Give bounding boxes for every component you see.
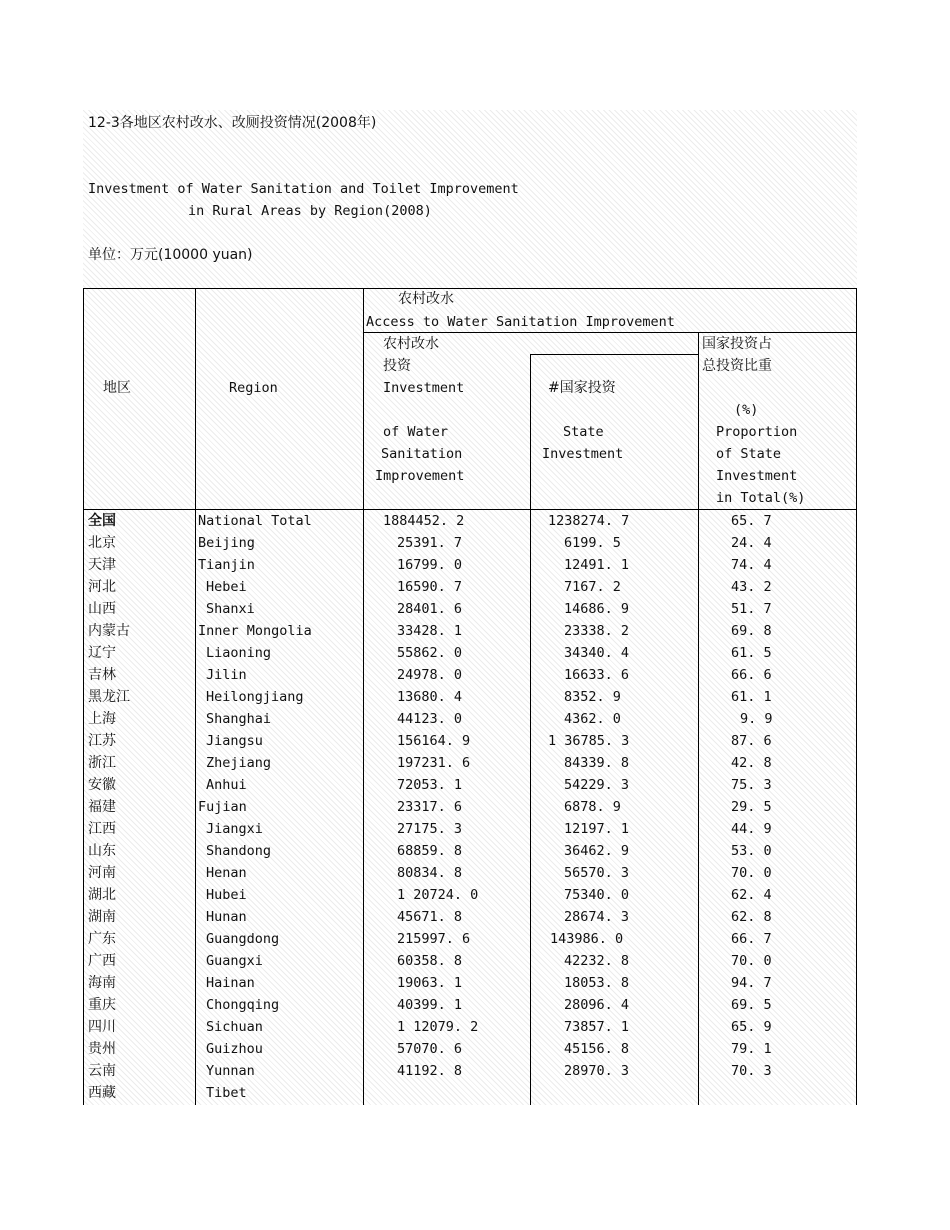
proportion-cell: 69. 8: [731, 623, 772, 639]
proportion-cell: 61. 1: [731, 689, 772, 705]
investment-cell: 19063. 1: [397, 975, 463, 991]
proportion-cell: 70. 0: [731, 953, 772, 969]
investment-cell: 33428. 1: [397, 623, 463, 639]
table-row: [0, 532, 950, 554]
region-en-cell: Fujian: [198, 799, 247, 815]
investment-cell: 72053. 1: [397, 777, 463, 793]
proportion-cell: 51. 7: [731, 601, 772, 617]
table-row: [0, 1038, 950, 1060]
header-region-en: Region: [229, 380, 278, 396]
investment-cell: 23317. 6: [397, 799, 463, 815]
investment-cell: 197231. 6: [397, 755, 471, 771]
state-investment-cell: 143986. 0: [550, 931, 624, 947]
table-row: [0, 862, 950, 884]
investment-cell: 25391. 7: [397, 535, 463, 551]
proportion-cell: 42. 8: [731, 755, 772, 771]
region-en-cell: Shanxi: [206, 601, 255, 617]
proportion-cell: 43. 2: [731, 579, 772, 595]
state-investment-cell: 4362. 0: [564, 711, 621, 727]
state-investment-cell: 12197. 1: [564, 821, 630, 837]
region-zh-cell: 上海: [88, 711, 116, 727]
table-row: [0, 1082, 950, 1104]
investment-cell: 1884452. 2: [383, 513, 465, 529]
state-investment-cell: 73857. 1: [564, 1019, 630, 1035]
region-zh-cell: 重庆: [88, 997, 116, 1013]
table-row: [0, 576, 950, 598]
state-investment-cell: 16633. 6: [564, 667, 630, 683]
investment-cell: 28401. 6: [397, 601, 463, 617]
region-en-cell: Chongqing: [206, 997, 280, 1013]
investment-cell: 44123. 0: [397, 711, 463, 727]
region-en-cell: Sichuan: [206, 1019, 263, 1035]
header-proportion-en-4: in Total(%): [716, 490, 806, 506]
table-row: [0, 818, 950, 840]
title-en-line1: Investment of Water Sanitation and Toilet Improvement: [88, 181, 519, 197]
header-state-zh: #国家投资: [548, 380, 616, 396]
region-zh-cell: 北京: [88, 535, 116, 551]
region-zh-cell: 安徽: [88, 777, 116, 793]
table-row: [0, 796, 950, 818]
header-investment-zh-2: 投资: [383, 358, 411, 374]
region-zh-cell: 辽宁: [88, 645, 116, 661]
header-region-zh: 地区: [103, 380, 131, 396]
proportion-cell: 62. 8: [731, 909, 772, 925]
region-en-cell: Zhejiang: [206, 755, 272, 771]
region-zh-cell: 广东: [88, 931, 116, 947]
region-en-cell: Liaoning: [206, 645, 272, 661]
investment-cell: 24978. 0: [397, 667, 463, 683]
region-zh-cell: 吉林: [88, 667, 116, 683]
header-state-en-2: Investment: [542, 446, 624, 462]
state-investment-cell: 42232. 8: [564, 953, 630, 969]
region-zh-cell: 浙江: [88, 755, 116, 771]
region-zh-cell: 江西: [88, 821, 116, 837]
proportion-cell: 44. 9: [731, 821, 772, 837]
investment-cell: 13680. 4: [397, 689, 463, 705]
header-group-en: Access to Water Sanitation Improvement: [366, 314, 675, 330]
region-zh-cell: 云南: [88, 1063, 116, 1079]
table-row: [0, 840, 950, 862]
proportion-cell: 9. 9: [740, 711, 773, 727]
proportion-cell: 87. 6: [731, 733, 772, 749]
table-row: [0, 994, 950, 1016]
proportion-cell: 94. 7: [731, 975, 772, 991]
header-proportion-en-2: of State: [716, 446, 782, 462]
table-row: [0, 510, 950, 532]
table-top-border: [83, 288, 857, 289]
investment-cell: 1 12079. 2: [397, 1019, 479, 1035]
state-investment-cell: 1 36785. 3: [548, 733, 630, 749]
state-investment-cell: 6199. 5: [564, 535, 621, 551]
investment-cell: 68859. 8: [397, 843, 463, 859]
investment-cell: 57070. 6: [397, 1041, 463, 1057]
region-en-cell: Hunan: [206, 909, 247, 925]
header-group-zh: 农村改水: [398, 291, 454, 307]
state-investment-cell: 28970. 3: [564, 1063, 630, 1079]
header-investment-en-1: Investment: [383, 380, 465, 396]
state-investment-cell: 23338. 2: [564, 623, 630, 639]
region-en-cell: Inner Mongolia: [198, 623, 312, 639]
region-en-cell: Guizhou: [206, 1041, 263, 1057]
region-en-cell: Jilin: [206, 667, 247, 683]
header-proportion-zh-1: 国家投资占: [702, 336, 772, 352]
table-row: [0, 906, 950, 928]
proportion-cell: 75. 3: [731, 777, 772, 793]
header-investment-zh-1: 农村改水: [383, 336, 439, 352]
state-investment-cell: 8352. 9: [564, 689, 621, 705]
state-investment-cell: 84339. 8: [564, 755, 630, 771]
header-proportion-pct: (%): [734, 402, 759, 418]
proportion-cell: 61. 5: [731, 645, 772, 661]
region-zh-cell: 湖南: [88, 909, 116, 925]
region-en-cell: Guangdong: [206, 931, 280, 947]
table-row: [0, 642, 950, 664]
state-investment-cell: 1238274. 7: [548, 513, 630, 529]
region-zh-cell: 河北: [88, 579, 116, 595]
proportion-cell: 66. 6: [731, 667, 772, 683]
investment-cell: 16799. 0: [397, 557, 463, 573]
region-en-cell: Tibet: [206, 1085, 247, 1101]
state-investment-cell: 12491. 1: [564, 557, 630, 573]
title-en-line2: in Rural Areas by Region(2008): [188, 203, 432, 219]
table-row: [0, 730, 950, 752]
state-investment-cell: 6878. 9: [564, 799, 621, 815]
state-investment-cell: 54229. 3: [564, 777, 630, 793]
region-zh-cell: 四川: [88, 1019, 116, 1035]
region-en-cell: Jiangsu: [206, 733, 263, 749]
region-en-cell: Hubei: [206, 887, 247, 903]
header-state-en-1: State: [563, 424, 604, 440]
state-investment-cell: 14686. 9: [564, 601, 630, 617]
proportion-cell: 62. 4: [731, 887, 772, 903]
state-investment-cell: 56570. 3: [564, 865, 630, 881]
investment-cell: 60358. 8: [397, 953, 463, 969]
region-zh-cell: 湖北: [88, 887, 116, 903]
region-zh-cell: 内蒙古: [88, 623, 130, 639]
region-zh-cell: 河南: [88, 865, 116, 881]
proportion-cell: 70. 3: [731, 1063, 772, 1079]
proportion-cell: 74. 4: [731, 557, 772, 573]
region-en-cell: Shandong: [206, 843, 272, 859]
region-en-cell: Heilongjiang: [206, 689, 304, 705]
proportion-cell: 70. 0: [731, 865, 772, 881]
table-row: [0, 1060, 950, 1082]
region-zh-cell: 山东: [88, 843, 116, 859]
investment-cell: 27175. 3: [397, 821, 463, 837]
region-en-cell: Henan: [206, 865, 247, 881]
region-zh-cell: 福建: [88, 799, 116, 815]
table-row: [0, 598, 950, 620]
state-investment-cell: 7167. 2: [564, 579, 621, 595]
table-row: [0, 884, 950, 906]
state-investment-cell: 36462. 9: [564, 843, 630, 859]
region-en-cell: National Total: [198, 513, 312, 529]
region-zh-cell: 全国: [88, 513, 116, 529]
region-zh-cell: 黑龙江: [88, 689, 130, 705]
proportion-cell: 24. 4: [731, 535, 772, 551]
investment-cell: 55862. 0: [397, 645, 463, 661]
investment-cell: 156164. 9: [397, 733, 471, 749]
investment-cell: 40399. 1: [397, 997, 463, 1013]
table-row: [0, 774, 950, 796]
region-zh-cell: 海南: [88, 975, 116, 991]
unit-label: 单位：万元(10000 yuan): [88, 247, 253, 263]
table-row: [0, 1016, 950, 1038]
table-row: [0, 972, 950, 994]
state-investment-cell: 45156. 8: [564, 1041, 630, 1057]
region-zh-cell: 江苏: [88, 733, 116, 749]
state-investment-cell: 34340. 4: [564, 645, 630, 661]
state-investment-cell: 75340. 0: [564, 887, 630, 903]
region-zh-cell: 西藏: [88, 1085, 116, 1101]
title-zh: 12-3各地区农村改水、改厕投资情况(2008年): [88, 115, 377, 131]
header-investment-en-3: Sanitation: [381, 446, 463, 462]
table-row: [0, 950, 950, 972]
investment-cell: 1 20724. 0: [397, 887, 479, 903]
header-investment-en-2: of Water: [383, 424, 449, 440]
state-investment-cell: 18053. 8: [564, 975, 630, 991]
investment-cell: 80834. 8: [397, 865, 463, 881]
table-row: [0, 554, 950, 576]
region-en-cell: Hainan: [206, 975, 255, 991]
table-row: [0, 686, 950, 708]
region-en-cell: Yunnan: [206, 1063, 255, 1079]
region-en-cell: Anhui: [206, 777, 247, 793]
proportion-cell: 66. 7: [731, 931, 772, 947]
proportion-cell: 79. 1: [731, 1041, 772, 1057]
region-zh-cell: 山西: [88, 601, 116, 617]
table-row: [0, 928, 950, 950]
region-zh-cell: 广西: [88, 953, 116, 969]
state-investment-cell: 28674. 3: [564, 909, 630, 925]
investment-cell: 45671. 8: [397, 909, 463, 925]
state-header-divider: [530, 354, 698, 355]
region-en-cell: Guangxi: [206, 953, 263, 969]
header-proportion-en-1: Proportion: [716, 424, 798, 440]
table-row: [0, 752, 950, 774]
table-row: [0, 664, 950, 686]
region-en-cell: Beijing: [198, 535, 255, 551]
proportion-cell: 69. 5: [731, 997, 772, 1013]
investment-cell: 41192. 8: [397, 1063, 463, 1079]
header-proportion-en-3: Investment: [716, 468, 798, 484]
header-investment-en-4: Improvement: [375, 468, 465, 484]
proportion-cell: 65. 7: [731, 513, 772, 529]
region-en-cell: Tianjin: [198, 557, 255, 573]
header-proportion-zh-2: 总投资比重: [702, 358, 772, 374]
region-en-cell: Hebei: [206, 579, 247, 595]
investment-cell: 215997. 6: [397, 931, 471, 947]
table-row: [0, 708, 950, 730]
state-investment-cell: 28096. 4: [564, 997, 630, 1013]
region-zh-cell: 天津: [88, 557, 116, 573]
investment-cell: 16590. 7: [397, 579, 463, 595]
proportion-cell: 65. 9: [731, 1019, 772, 1035]
region-en-cell: Jiangxi: [206, 821, 263, 837]
region-zh-cell: 贵州: [88, 1041, 116, 1057]
proportion-cell: 53. 0: [731, 843, 772, 859]
region-en-cell: Shanghai: [206, 711, 272, 727]
table-row: [0, 620, 950, 642]
proportion-cell: 29. 5: [731, 799, 772, 815]
